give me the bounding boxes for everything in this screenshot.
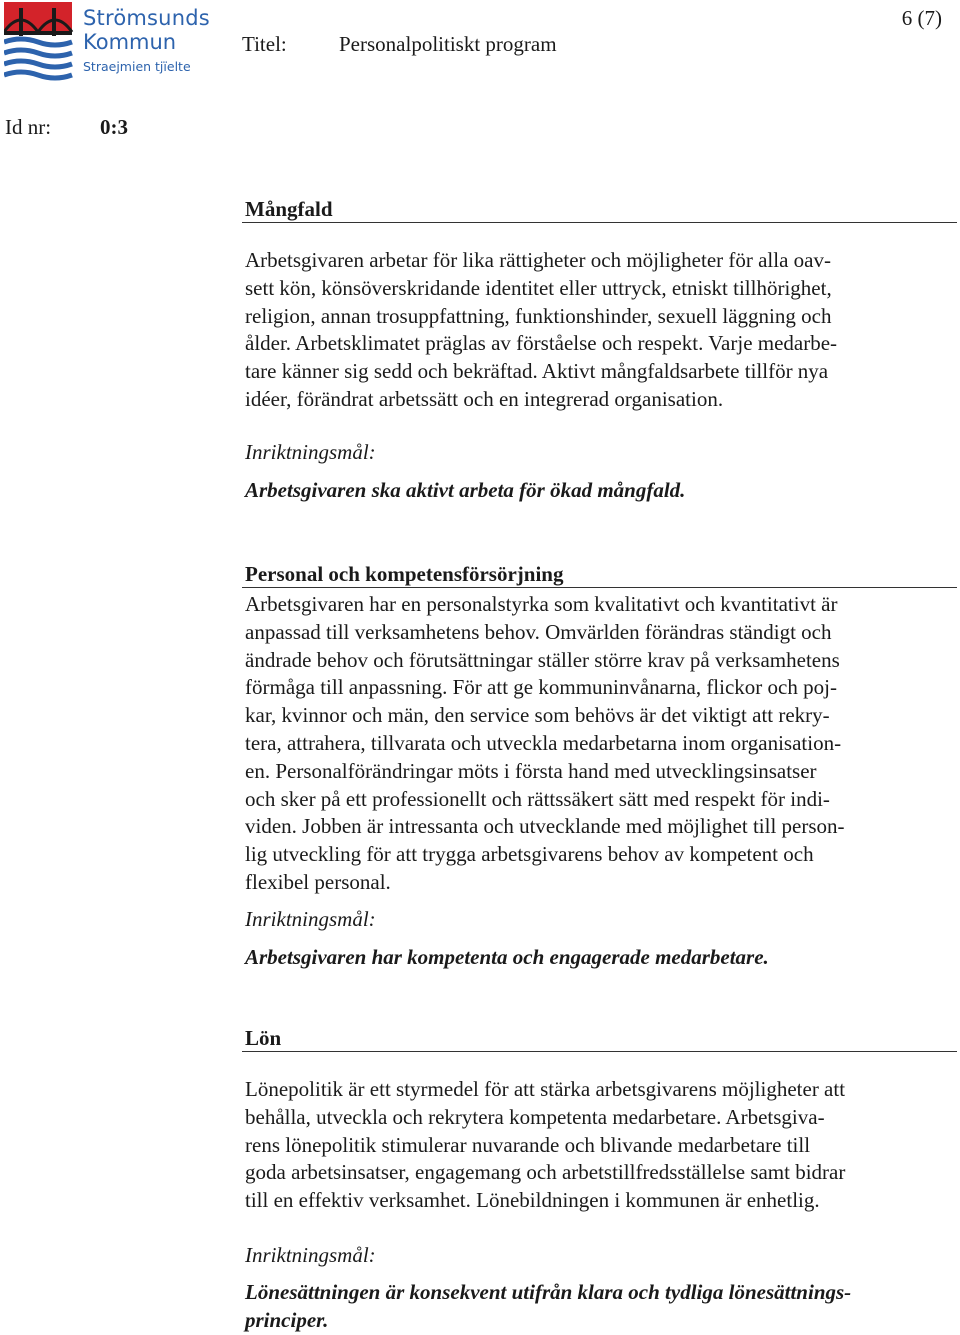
logo-line-2: Kommun [83, 30, 177, 54]
section-heading: Lön [242, 1025, 957, 1052]
paragraph-line: ålder. Arbetsklimatet präglas av förståelse och respekt. Varje medarbe- [245, 331, 838, 356]
paragraph-line: förmåga till anpassning. För att ge kommuninvånarna, flickor och poj- [245, 675, 837, 700]
goal-statement: Arbetsgivaren har kompetenta och engagerade medarbetare. [245, 944, 769, 969]
strömsund-kommun-logo [4, 2, 210, 86]
section-heading: Personal och kompetensförsörjning [242, 561, 957, 588]
id-value: 0:3 [100, 115, 128, 139]
paragraph-line: religion, annan trosuppfattning, funktionshinder, sexuell läggning och [245, 303, 832, 328]
paragraph-line: lig utveckling för att trygga arbetsgivarens behov av kompetent och [245, 842, 814, 867]
paragraph-line: anpassad till verksamhetens behov. Omvärlden förändras ständigt och [245, 619, 832, 644]
document-title: Personalpolitiskt program [339, 32, 557, 56]
paragraph-line: Arbetsgivaren har en personalstyrka som kvalitativt och kvantitativt är [245, 592, 838, 616]
paragraph-line: behålla, utveckla och rekrytera kompetenta medarbetare. Arbetsgiva- [245, 1104, 825, 1129]
goal-label: Inriktningsmål: [245, 1242, 376, 1267]
paragraph-line: Arbetsgivaren arbetar för lika rättigheter och möjligheter för alla oav- [245, 248, 831, 272]
paragraph-line: kar, kvinnor och män, den service som behövs är det viktigt att rekry- [245, 703, 830, 728]
goal-statement: Arbetsgivaren ska aktivt arbeta för ökad mångfald. [245, 477, 686, 502]
title-label: Titel: [242, 32, 287, 56]
bridge-wave-logo-icon [4, 2, 80, 86]
section-paragraph [245, 1076, 957, 1215]
goal-line: principer. [245, 1307, 329, 1332]
page-number: 6 (7) [901, 6, 942, 30]
paragraph-line: till en effektiv verksamhet. Lönebildningen i kommunen är enhetlig. [245, 1188, 820, 1213]
paragraph-line: viden. Jobben är intressanta och utvecklande med möjlighet till person- [245, 814, 845, 839]
paragraph-line: och sker på ett professionellt och rättssäkert sätt med respekt för indi- [245, 786, 830, 811]
goal-label: Inriktningsmål: [245, 906, 376, 931]
goal-label: Inriktningsmål: [245, 439, 376, 464]
paragraph-line: sett kön, könsöverskridande identitet eller uttryck, etniskt tillhörighet, [245, 275, 832, 300]
section-mangfald [245, 196, 957, 504]
logo-line-1: Strömsunds [83, 6, 210, 30]
goal-line: Lönesättningen är konsekvent utifrån klara och tydliga lönesättnings- [245, 1279, 852, 1304]
paragraph-line: goda arbetsinsatser, engagemang och arbetstillfredsställelse samt bidrar [245, 1160, 846, 1185]
paragraph-line: en. Personalförändringar möts i första hand med utvecklingsinsatser [245, 758, 817, 783]
section-paragraph [245, 591, 957, 897]
section-personal-kompetens [245, 561, 957, 971]
paragraph-line: idéer, förändrat arbetssätt och en integrerad organisation. [245, 386, 724, 411]
paragraph-line: ändrade behov och förutsättningar ställer större krav på verksamhetens [245, 647, 840, 672]
paragraph-line: rens lönepolitik stimulerar nuvarande och blivande medarbetare till [245, 1132, 811, 1157]
section-paragraph [245, 247, 957, 414]
paragraph-line: tare känner sig sedd och bekräftad. Aktivt mångfaldsarbete tillför nya [245, 359, 829, 384]
section-lon [245, 1025, 957, 1334]
paragraph-line: Lönepolitik är ett styrmedel för att stärka arbetsgivarens möjligheter att [245, 1077, 846, 1101]
paragraph-line: flexibel personal. [245, 869, 391, 894]
logo-line-3: Straejmien tjïelte [83, 59, 191, 74]
paragraph-line: tera, attrahera, tillvarata och utveckla medarbetarna inom organisation- [245, 730, 842, 755]
goal-statement [245, 1278, 957, 1334]
section-heading: Mångfald [242, 196, 957, 223]
id-label: Id nr: [5, 115, 52, 139]
